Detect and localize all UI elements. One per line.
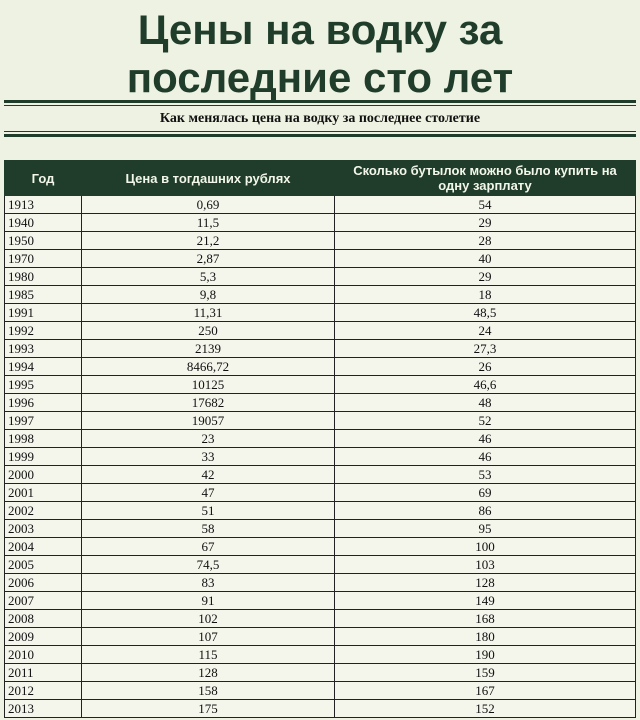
bottles-cell: 69 xyxy=(335,484,636,502)
price-cell: 0,69 xyxy=(82,196,335,214)
table-row xyxy=(5,610,636,628)
table-row xyxy=(5,376,636,394)
price-cell: 128 xyxy=(82,664,335,682)
bottles-cell: 40 xyxy=(335,250,636,268)
year-cell: 2002 xyxy=(5,502,82,520)
year-cell: 2009 xyxy=(5,628,82,646)
year-cell: 1999 xyxy=(5,448,82,466)
table-header-row xyxy=(5,161,636,196)
price-cell: 74,5 xyxy=(82,556,335,574)
price-cell: 33 xyxy=(82,448,335,466)
year-cell: 2010 xyxy=(5,646,82,664)
price-cell: 21,2 xyxy=(82,232,335,250)
page-title xyxy=(0,0,640,100)
price-cell: 10125 xyxy=(82,376,335,394)
year-cell: 2008 xyxy=(5,610,82,628)
year-cell: 2003 xyxy=(5,520,82,538)
year-cell: 1995 xyxy=(5,376,82,394)
vodka-price-table xyxy=(4,160,636,718)
table-row xyxy=(5,556,636,574)
subtitle: Как менялась цена на водку за последнее столетие xyxy=(159,111,481,126)
year-cell: 1996 xyxy=(5,394,82,412)
table-row xyxy=(5,322,636,340)
bottles-cell: 29 xyxy=(335,214,636,232)
table-row xyxy=(5,412,636,430)
bottles-cell: 168 xyxy=(335,610,636,628)
table-row xyxy=(5,664,636,682)
year-cell: 2005 xyxy=(5,556,82,574)
bottles-cell: 26 xyxy=(335,358,636,376)
year-cell: 2013 xyxy=(5,700,82,718)
year-cell: 1998 xyxy=(5,430,82,448)
year-cell: 1997 xyxy=(5,412,82,430)
year-cell: 1991 xyxy=(5,304,82,322)
year-cell: 2012 xyxy=(5,682,82,700)
title-line-1: Цены на водку за xyxy=(137,6,503,53)
table-body xyxy=(5,196,636,718)
table-row xyxy=(5,700,636,718)
bottles-cell: 46 xyxy=(335,448,636,466)
table-row xyxy=(5,646,636,664)
bottles-cell: 86 xyxy=(335,502,636,520)
table-row xyxy=(5,574,636,592)
bottles-cell: 27,3 xyxy=(335,340,636,358)
table-row xyxy=(5,682,636,700)
year-cell: 2006 xyxy=(5,574,82,592)
bottles-cell: 103 xyxy=(335,556,636,574)
header-year: Год xyxy=(5,161,82,196)
price-cell: 102 xyxy=(82,610,335,628)
bottles-cell: 54 xyxy=(335,196,636,214)
bottles-cell: 48 xyxy=(335,394,636,412)
table-row xyxy=(5,592,636,610)
price-cell: 11,5 xyxy=(82,214,335,232)
table-row xyxy=(5,232,636,250)
price-cell: 9,8 xyxy=(82,286,335,304)
bottles-cell: 18 xyxy=(335,286,636,304)
year-cell: 1994 xyxy=(5,358,82,376)
table-row xyxy=(5,466,636,484)
table-row xyxy=(5,196,636,214)
table-row xyxy=(5,484,636,502)
table-row xyxy=(5,502,636,520)
price-cell: 83 xyxy=(82,574,335,592)
price-cell: 58 xyxy=(82,520,335,538)
table-row xyxy=(5,394,636,412)
bottles-cell: 180 xyxy=(335,628,636,646)
bottles-cell: 48,5 xyxy=(335,304,636,322)
price-cell: 158 xyxy=(82,682,335,700)
bottles-cell: 46,6 xyxy=(335,376,636,394)
bottles-cell: 100 xyxy=(335,538,636,556)
price-cell: 17682 xyxy=(82,394,335,412)
bottles-cell: 52 xyxy=(335,412,636,430)
price-cell: 115 xyxy=(82,646,335,664)
table-row xyxy=(5,520,636,538)
title-line-2: последние сто лет xyxy=(126,54,514,101)
divider xyxy=(4,131,636,132)
table-row xyxy=(5,628,636,646)
table-row xyxy=(5,340,636,358)
table-row xyxy=(5,286,636,304)
table-row xyxy=(5,358,636,376)
price-cell: 250 xyxy=(82,322,335,340)
bottom-rules xyxy=(0,131,640,137)
table-row xyxy=(5,538,636,556)
price-cell: 51 xyxy=(82,502,335,520)
table-row xyxy=(5,250,636,268)
table-row xyxy=(5,430,636,448)
price-cell: 2139 xyxy=(82,340,335,358)
bottles-cell: 128 xyxy=(335,574,636,592)
bottles-cell: 29 xyxy=(335,268,636,286)
divider xyxy=(4,134,636,137)
year-cell: 1950 xyxy=(5,232,82,250)
price-cell: 2,87 xyxy=(82,250,335,268)
price-cell: 67 xyxy=(82,538,335,556)
price-cell: 8466,72 xyxy=(82,358,335,376)
price-cell: 5,3 xyxy=(82,268,335,286)
price-cell: 19057 xyxy=(82,412,335,430)
price-cell: 42 xyxy=(82,466,335,484)
bottles-cell: 152 xyxy=(335,700,636,718)
bottles-cell: 95 xyxy=(335,520,636,538)
year-cell: 2007 xyxy=(5,592,82,610)
year-cell: 2004 xyxy=(5,538,82,556)
header-price: Цена в тогдашних рублях xyxy=(82,161,335,196)
bottles-cell: 149 xyxy=(335,592,636,610)
price-cell: 175 xyxy=(82,700,335,718)
bottles-cell: 24 xyxy=(335,322,636,340)
bottles-cell: 46 xyxy=(335,430,636,448)
year-cell: 1970 xyxy=(5,250,82,268)
bottles-cell: 53 xyxy=(335,466,636,484)
price-cell: 23 xyxy=(82,430,335,448)
price-cell: 47 xyxy=(82,484,335,502)
table-row xyxy=(5,304,636,322)
year-cell: 2000 xyxy=(5,466,82,484)
year-cell: 1940 xyxy=(5,214,82,232)
price-cell: 91 xyxy=(82,592,335,610)
bottles-cell: 28 xyxy=(335,232,636,250)
year-cell: 1985 xyxy=(5,286,82,304)
header-bottles: Сколько бутылок можно было купить на одну зарплату xyxy=(335,161,636,196)
bottles-cell: 190 xyxy=(335,646,636,664)
table-row xyxy=(5,214,636,232)
price-cell: 107 xyxy=(82,628,335,646)
price-cell: 11,31 xyxy=(82,304,335,322)
table-row xyxy=(5,268,636,286)
year-cell: 1992 xyxy=(5,322,82,340)
year-cell: 1993 xyxy=(5,340,82,358)
bottles-cell: 167 xyxy=(335,682,636,700)
year-cell: 2011 xyxy=(5,664,82,682)
divider xyxy=(4,105,636,106)
bottles-cell: 159 xyxy=(335,664,636,682)
year-cell: 2001 xyxy=(5,484,82,502)
year-cell: 1913 xyxy=(5,196,82,214)
table-row xyxy=(5,448,636,466)
year-cell: 1980 xyxy=(5,268,82,286)
